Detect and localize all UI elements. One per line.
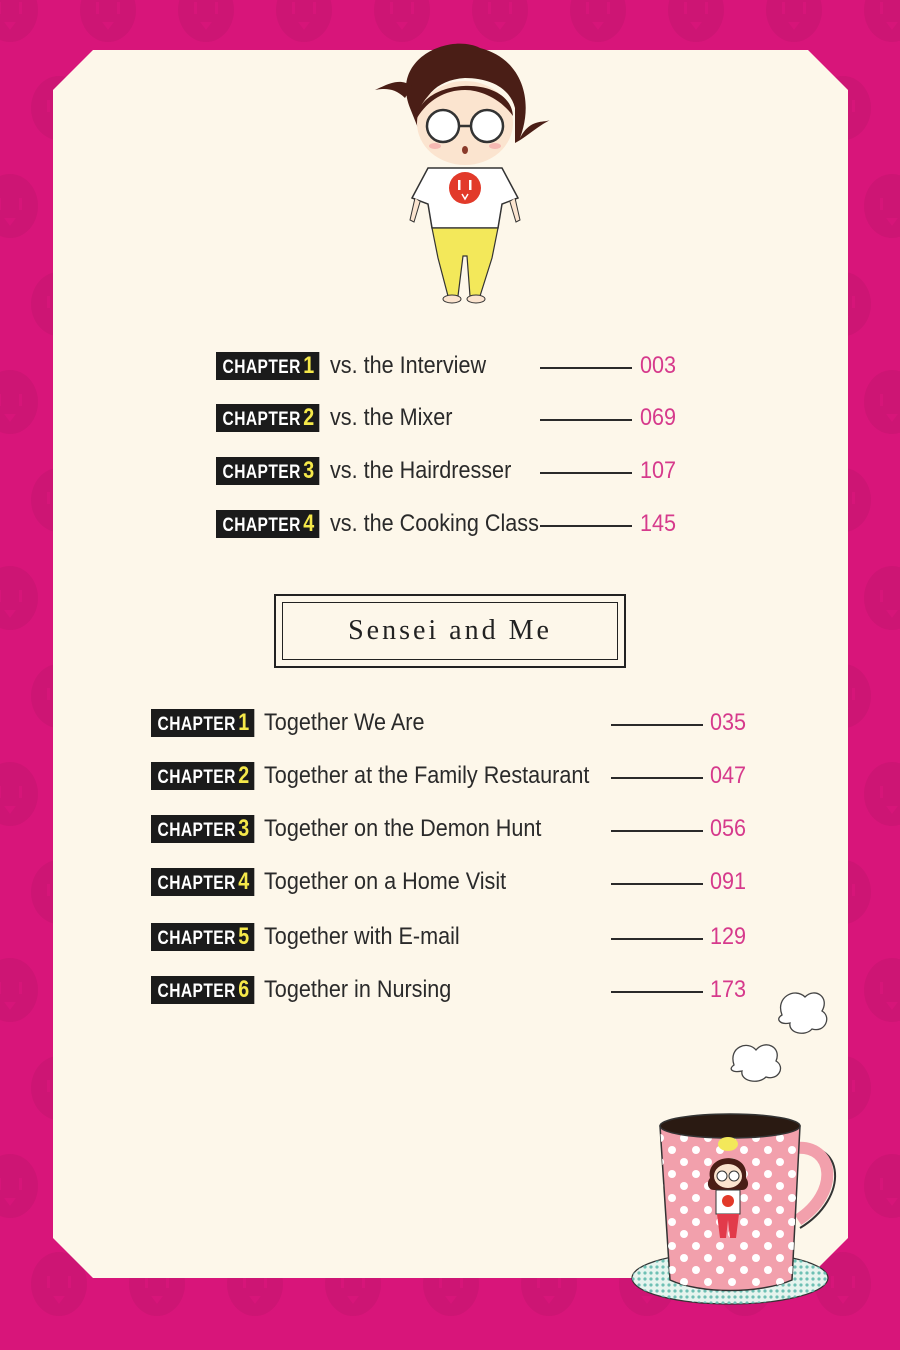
page-number: 173: [710, 976, 747, 1003]
page-number: 091: [710, 868, 747, 895]
chapter-badge: [151, 815, 254, 843]
section-title: Sensei and Me: [282, 602, 618, 660]
chapter-number: 2: [238, 762, 250, 789]
page-number: 003: [640, 352, 677, 379]
section-title-box: [274, 594, 626, 668]
chapter-badge: [216, 510, 319, 538]
chapter-label: CHAPTER: [222, 515, 301, 537]
chapter-label: CHAPTER: [157, 714, 236, 735]
chapter-title: Together on a Home Visit: [264, 868, 507, 895]
leader-line: [611, 938, 703, 940]
coffee-mug-illustration: [630, 1108, 855, 1308]
chapter-number: 3: [238, 815, 250, 842]
chapter-badge: [151, 762, 254, 790]
leader-line: [540, 472, 632, 474]
toc-entry[interactable]: [151, 923, 761, 957]
chapter-label: CHAPTER: [157, 767, 236, 788]
chapter-number: 3: [303, 457, 315, 484]
toc-entry[interactable]: [216, 404, 686, 438]
leader-line: [611, 991, 703, 993]
page-number: 107: [640, 457, 677, 484]
chapter-number: 1: [303, 352, 315, 379]
chapter-number: 6: [238, 976, 250, 1003]
chapter-badge: [216, 352, 319, 380]
chapter-title: Together We Are: [264, 709, 425, 736]
leader-line: [611, 830, 703, 832]
chapter-title: Together in Nursing: [264, 976, 452, 1003]
chapter-title: vs. the Mixer: [330, 404, 453, 431]
chapter-title: vs. the Hairdresser: [330, 457, 512, 484]
chapter-badge: [151, 868, 254, 896]
chapter-badge: [216, 404, 319, 432]
page-number: 069: [640, 404, 677, 431]
page-number: 047: [710, 762, 747, 789]
steam-clouds-illustration: [720, 985, 840, 1105]
chapter-label: CHAPTER: [157, 981, 236, 1002]
page-number: 056: [710, 815, 747, 842]
toc-entry[interactable]: [216, 352, 686, 386]
chapter-badge: [151, 709, 254, 737]
chapter-label: CHAPTER: [222, 462, 301, 483]
leader-line: [611, 777, 703, 779]
chapter-number: 4: [238, 868, 250, 895]
toc-entry[interactable]: [216, 510, 686, 544]
toc-entry[interactable]: [151, 815, 761, 849]
chapter-label: CHAPTER: [222, 409, 301, 430]
chapter-number: 2: [303, 404, 315, 431]
toc-entry[interactable]: [151, 762, 761, 796]
leader-line: [540, 367, 632, 369]
leader-line: [611, 883, 703, 885]
chapter-label: CHAPTER: [222, 357, 301, 378]
chapter-title: Together with E-mail: [264, 923, 460, 950]
chapter-badge: [151, 923, 254, 951]
chapter-label: CHAPTER: [157, 928, 236, 949]
chapter-label: CHAPTER: [157, 820, 236, 841]
chapter-badge: [216, 457, 319, 485]
chapter-number: 1: [238, 709, 250, 736]
chapter-title: Together at the Family Restaurant: [264, 762, 590, 789]
chapter-label: CHAPTER: [157, 873, 236, 894]
toc-entry[interactable]: [151, 868, 761, 902]
chapter-number: 5: [238, 923, 250, 950]
leader-line: [540, 419, 632, 421]
leader-line: [611, 724, 703, 726]
leader-line: [540, 525, 632, 527]
toc-entry[interactable]: [151, 709, 761, 743]
chapter-title: Together on the Demon Hunt: [264, 815, 542, 842]
chapter-title: vs. the Interview: [330, 352, 487, 379]
toc-entry[interactable]: [151, 976, 761, 1010]
chapter-number: 4: [303, 510, 315, 538]
page-number: 129: [710, 923, 747, 950]
page-number: 035: [710, 709, 747, 736]
page-number: 145: [640, 510, 677, 538]
chapter-badge: [151, 976, 254, 1004]
chapter-title: vs. the Cooking Class: [330, 510, 539, 538]
girl-character-illustration: [370, 28, 560, 308]
toc-entry[interactable]: [216, 457, 686, 491]
